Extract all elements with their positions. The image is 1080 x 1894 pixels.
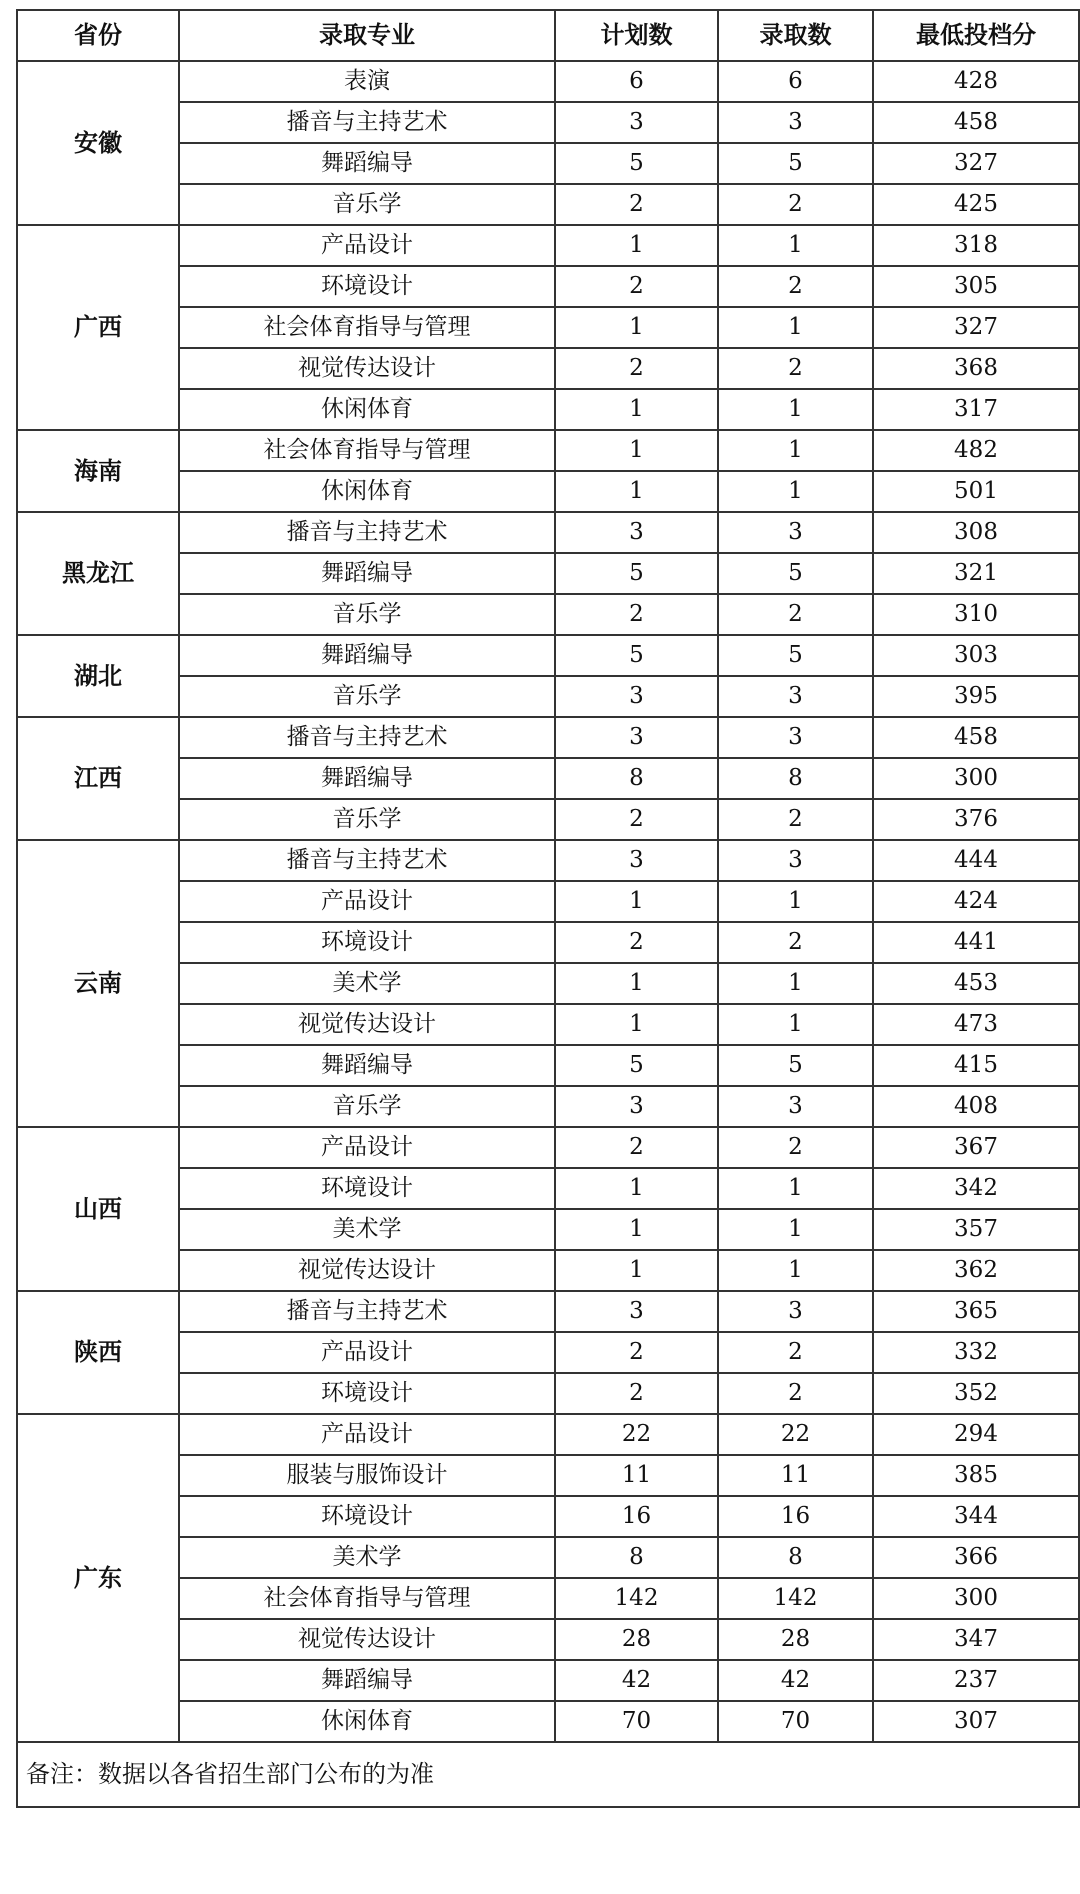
province-cell: 云南 [17, 840, 179, 1127]
plan-count-cell: 1 [555, 963, 718, 1004]
plan-count-cell: 1 [555, 1168, 718, 1209]
plan-count-cell: 1 [555, 1209, 718, 1250]
admitted-count-cell: 5 [718, 553, 873, 594]
major-cell: 播音与主持艺术 [179, 840, 555, 881]
major-cell: 舞蹈编导 [179, 635, 555, 676]
plan-count-cell: 2 [555, 266, 718, 307]
plan-count-cell: 5 [555, 635, 718, 676]
major-cell: 视觉传达设计 [179, 1250, 555, 1291]
province-cell: 陕西 [17, 1291, 179, 1414]
min-score-cell: 415 [873, 1045, 1079, 1086]
min-score-cell: 307 [873, 1701, 1079, 1742]
min-score-cell: 332 [873, 1332, 1079, 1373]
min-score-cell: 428 [873, 61, 1079, 102]
admitted-count-cell: 1 [718, 1004, 873, 1045]
plan-count-cell: 2 [555, 1127, 718, 1168]
major-cell: 音乐学 [179, 184, 555, 225]
min-score-cell: 444 [873, 840, 1079, 881]
admitted-count-cell: 16 [718, 1496, 873, 1537]
major-cell: 视觉传达设计 [179, 1004, 555, 1045]
plan-count-cell: 1 [555, 307, 718, 348]
min-score-cell: 367 [873, 1127, 1079, 1168]
admitted-count-cell: 1 [718, 1168, 873, 1209]
province-cell: 安徽 [17, 61, 179, 225]
major-cell: 播音与主持艺术 [179, 512, 555, 553]
admitted-count-cell: 1 [718, 471, 873, 512]
major-cell: 社会体育指导与管理 [179, 430, 555, 471]
min-score-cell: 352 [873, 1373, 1079, 1414]
table-row [17, 1127, 1079, 1168]
min-score-cell: 365 [873, 1291, 1079, 1332]
major-cell: 休闲体育 [179, 1701, 555, 1742]
major-cell: 美术学 [179, 963, 555, 1004]
admitted-count-cell: 3 [718, 1086, 873, 1127]
table-row [17, 1291, 1079, 1332]
min-score-cell: 300 [873, 758, 1079, 799]
header-province: 省份 [17, 10, 179, 61]
plan-count-cell: 2 [555, 348, 718, 389]
table-row [17, 512, 1079, 553]
admitted-count-cell: 3 [718, 1291, 873, 1332]
admitted-count-cell: 142 [718, 1578, 873, 1619]
min-score-cell: 362 [873, 1250, 1079, 1291]
min-score-cell: 395 [873, 676, 1079, 717]
major-cell: 音乐学 [179, 799, 555, 840]
min-score-cell: 357 [873, 1209, 1079, 1250]
major-cell: 环境设计 [179, 1496, 555, 1537]
admitted-count-cell: 1 [718, 881, 873, 922]
plan-count-cell: 16 [555, 1496, 718, 1537]
table-row [17, 635, 1079, 676]
admitted-count-cell: 1 [718, 225, 873, 266]
admitted-count-cell: 8 [718, 758, 873, 799]
min-score-cell: 318 [873, 225, 1079, 266]
plan-count-cell: 2 [555, 1332, 718, 1373]
min-score-cell: 310 [873, 594, 1079, 635]
min-score-cell: 424 [873, 881, 1079, 922]
admitted-count-cell: 5 [718, 635, 873, 676]
major-cell: 产品设计 [179, 1414, 555, 1455]
plan-count-cell: 6 [555, 61, 718, 102]
major-cell: 休闲体育 [179, 471, 555, 512]
min-score-cell: 482 [873, 430, 1079, 471]
min-score-cell: 305 [873, 266, 1079, 307]
min-score-cell: 408 [873, 1086, 1079, 1127]
min-score-cell: 344 [873, 1496, 1079, 1537]
admitted-count-cell: 3 [718, 717, 873, 758]
admitted-count-cell: 1 [718, 963, 873, 1004]
plan-count-cell: 3 [555, 676, 718, 717]
admitted-count-cell: 2 [718, 799, 873, 840]
major-cell: 产品设计 [179, 225, 555, 266]
admission-table [16, 9, 1080, 1808]
plan-count-cell: 2 [555, 799, 718, 840]
plan-count-cell: 1 [555, 881, 718, 922]
plan-count-cell: 3 [555, 102, 718, 143]
major-cell: 产品设计 [179, 881, 555, 922]
min-score-cell: 458 [873, 102, 1079, 143]
plan-count-cell: 1 [555, 389, 718, 430]
admitted-count-cell: 5 [718, 1045, 873, 1086]
admitted-count-cell: 2 [718, 348, 873, 389]
province-cell: 江西 [17, 717, 179, 840]
admitted-count-cell: 2 [718, 1332, 873, 1373]
plan-count-cell: 142 [555, 1578, 718, 1619]
major-cell: 社会体育指导与管理 [179, 1578, 555, 1619]
header-major: 录取专业 [179, 10, 555, 61]
province-cell: 湖北 [17, 635, 179, 717]
plan-count-cell: 3 [555, 1291, 718, 1332]
major-cell: 美术学 [179, 1209, 555, 1250]
table-row [17, 1414, 1079, 1455]
plan-count-cell: 2 [555, 922, 718, 963]
province-cell: 海南 [17, 430, 179, 512]
admitted-count-cell: 1 [718, 1250, 873, 1291]
major-cell: 环境设计 [179, 1168, 555, 1209]
plan-count-cell: 8 [555, 1537, 718, 1578]
header-min-score: 最低投档分 [873, 10, 1079, 61]
major-cell: 环境设计 [179, 1373, 555, 1414]
admitted-count-cell: 8 [718, 1537, 873, 1578]
admitted-count-cell: 42 [718, 1660, 873, 1701]
plan-count-cell: 1 [555, 430, 718, 471]
admission-table-container [16, 9, 1078, 1808]
plan-count-cell: 3 [555, 1086, 718, 1127]
major-cell: 音乐学 [179, 594, 555, 635]
major-cell: 舞蹈编导 [179, 758, 555, 799]
min-score-cell: 321 [873, 553, 1079, 594]
plan-count-cell: 1 [555, 471, 718, 512]
admitted-count-cell: 2 [718, 1373, 873, 1414]
plan-count-cell: 22 [555, 1414, 718, 1455]
table-row [17, 430, 1079, 471]
major-cell: 环境设计 [179, 922, 555, 963]
plan-count-cell: 2 [555, 594, 718, 635]
province-cell: 山西 [17, 1127, 179, 1291]
plan-count-cell: 28 [555, 1619, 718, 1660]
admitted-count-cell: 3 [718, 512, 873, 553]
header-row [17, 10, 1079, 61]
min-score-cell: 347 [873, 1619, 1079, 1660]
major-cell: 社会体育指导与管理 [179, 307, 555, 348]
admitted-count-cell: 2 [718, 594, 873, 635]
min-score-cell: 473 [873, 1004, 1079, 1045]
min-score-cell: 294 [873, 1414, 1079, 1455]
major-cell: 音乐学 [179, 676, 555, 717]
major-cell: 播音与主持艺术 [179, 102, 555, 143]
plan-count-cell: 1 [555, 1250, 718, 1291]
min-score-cell: 501 [873, 471, 1079, 512]
major-cell: 播音与主持艺术 [179, 1291, 555, 1332]
plan-count-cell: 3 [555, 512, 718, 553]
admitted-count-cell: 28 [718, 1619, 873, 1660]
admitted-count-cell: 70 [718, 1701, 873, 1742]
min-score-cell: 458 [873, 717, 1079, 758]
major-cell: 舞蹈编导 [179, 1045, 555, 1086]
admitted-count-cell: 2 [718, 1127, 873, 1168]
plan-count-cell: 5 [555, 143, 718, 184]
plan-count-cell: 42 [555, 1660, 718, 1701]
table-row [17, 225, 1079, 266]
header-plan-count: 计划数 [555, 10, 718, 61]
min-score-cell: 385 [873, 1455, 1079, 1496]
province-cell: 黑龙江 [17, 512, 179, 635]
min-score-cell: 425 [873, 184, 1079, 225]
min-score-cell: 366 [873, 1537, 1079, 1578]
admitted-count-cell: 1 [718, 1209, 873, 1250]
min-score-cell: 368 [873, 348, 1079, 389]
plan-count-cell: 5 [555, 553, 718, 594]
admitted-count-cell: 2 [718, 184, 873, 225]
min-score-cell: 453 [873, 963, 1079, 1004]
plan-count-cell: 11 [555, 1455, 718, 1496]
min-score-cell: 237 [873, 1660, 1079, 1701]
plan-count-cell: 8 [555, 758, 718, 799]
table-row [17, 717, 1079, 758]
min-score-cell: 327 [873, 143, 1079, 184]
min-score-cell: 317 [873, 389, 1079, 430]
min-score-cell: 342 [873, 1168, 1079, 1209]
province-cell: 广西 [17, 225, 179, 430]
plan-count-cell: 5 [555, 1045, 718, 1086]
table-note: 备注：数据以各省招生部门公布的为准 [17, 1742, 1079, 1807]
major-cell: 舞蹈编导 [179, 143, 555, 184]
major-cell: 环境设计 [179, 266, 555, 307]
min-score-cell: 300 [873, 1578, 1079, 1619]
admitted-count-cell: 5 [718, 143, 873, 184]
admitted-count-cell: 11 [718, 1455, 873, 1496]
major-cell: 产品设计 [179, 1332, 555, 1373]
major-cell: 播音与主持艺术 [179, 717, 555, 758]
admitted-count-cell: 1 [718, 389, 873, 430]
major-cell: 服装与服饰设计 [179, 1455, 555, 1496]
major-cell: 舞蹈编导 [179, 1660, 555, 1701]
table-row [17, 840, 1079, 881]
admitted-count-cell: 1 [718, 430, 873, 471]
major-cell: 美术学 [179, 1537, 555, 1578]
admitted-count-cell: 3 [718, 102, 873, 143]
plan-count-cell: 3 [555, 717, 718, 758]
major-cell: 舞蹈编导 [179, 553, 555, 594]
header-admitted-count: 录取数 [718, 10, 873, 61]
plan-count-cell: 3 [555, 840, 718, 881]
admitted-count-cell: 2 [718, 922, 873, 963]
min-score-cell: 308 [873, 512, 1079, 553]
admitted-count-cell: 2 [718, 266, 873, 307]
plan-count-cell: 2 [555, 1373, 718, 1414]
major-cell: 表演 [179, 61, 555, 102]
admitted-count-cell: 3 [718, 840, 873, 881]
table-row [17, 61, 1079, 102]
major-cell: 视觉传达设计 [179, 1619, 555, 1660]
admitted-count-cell: 1 [718, 307, 873, 348]
plan-count-cell: 70 [555, 1701, 718, 1742]
plan-count-cell: 1 [555, 1004, 718, 1045]
min-score-cell: 327 [873, 307, 1079, 348]
min-score-cell: 376 [873, 799, 1079, 840]
table-body [17, 61, 1079, 1742]
plan-count-cell: 1 [555, 225, 718, 266]
admitted-count-cell: 3 [718, 676, 873, 717]
major-cell: 音乐学 [179, 1086, 555, 1127]
major-cell: 视觉传达设计 [179, 348, 555, 389]
admitted-count-cell: 22 [718, 1414, 873, 1455]
note-row [17, 1742, 1079, 1807]
major-cell: 休闲体育 [179, 389, 555, 430]
plan-count-cell: 2 [555, 184, 718, 225]
major-cell: 产品设计 [179, 1127, 555, 1168]
admitted-count-cell: 6 [718, 61, 873, 102]
province-cell: 广东 [17, 1414, 179, 1742]
min-score-cell: 441 [873, 922, 1079, 963]
min-score-cell: 303 [873, 635, 1079, 676]
